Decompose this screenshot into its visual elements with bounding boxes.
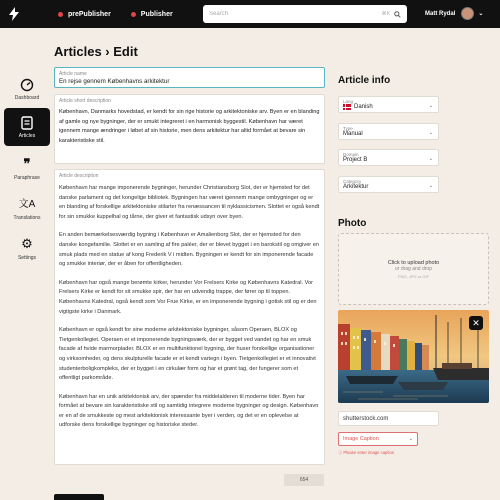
search-icon[interactable] xyxy=(394,11,401,18)
sidebar-item-articles[interactable] xyxy=(4,108,50,146)
user-name: Matt Rydal xyxy=(425,10,456,17)
article-info-title: Article info xyxy=(338,75,391,86)
status-dot xyxy=(131,12,136,17)
description-paragraph: En anden bemærkelsesværdig bygning i København er Amalienborg Slot, der er hjemsted for den danske kongefamilie. Slottet er en samling af fire paléer, der er blevet bygget i en barokstil og omgiver en smuk plads med en statue af kong Frederik V i midten. Bygningen er kendt for sin imponerende facade og smukke interiør, der er åben for offentligheden. xyxy=(59,232,319,268)
domain-value: Project B xyxy=(343,157,368,163)
type-value: Manual xyxy=(343,131,363,137)
sidebar-item-label: Settings xyxy=(17,254,37,261)
category-label: Category xyxy=(343,179,362,184)
sidebar-item-paraphrase[interactable] xyxy=(4,150,50,188)
sidebar-item-label: Paraphrase xyxy=(14,174,40,181)
chevron-down-icon: ⌄ xyxy=(428,183,433,189)
photo-credit-input[interactable]: shutterstock.com xyxy=(338,411,439,426)
error-icon: ⓘ xyxy=(338,450,344,455)
search-box[interactable] xyxy=(203,5,407,23)
caption-error-message xyxy=(338,450,394,456)
caption-placeholder: Image Caption xyxy=(343,436,379,442)
sidebar-item-translations[interactable] xyxy=(4,190,50,228)
caption-error-text: Please enter image caption xyxy=(343,450,395,455)
speedometer-icon xyxy=(20,78,34,92)
lang-value: Danish xyxy=(354,104,373,110)
short-description-value[interactable]: København, Danmarks hovedstad, er kendt for sin rige historie og arkitektoniske arv. Byen er en blanding af gamle og nye bygninger, der er smukt integreret i en harmonisk byggestil. København har været igennem mange ændringer i løbet af sin historie, men dens arkitektur har altid formået at bevare sin karakteristiske stil. xyxy=(59,109,320,144)
article-short-description-field[interactable] xyxy=(54,94,325,164)
domain-label: Domain xyxy=(343,152,359,157)
nav-prepublisher[interactable] xyxy=(58,11,111,18)
page-title: Articles › Edit xyxy=(54,44,138,59)
upload-formats: PNG, JPG or GIF xyxy=(397,273,430,279)
article-name-field[interactable] xyxy=(54,67,325,88)
sidebar xyxy=(0,28,54,500)
chevron-down-icon: ⌄ xyxy=(428,130,433,136)
article-name-label: Article name xyxy=(59,71,87,77)
sidebar-item-dashboard[interactable] xyxy=(4,70,50,108)
description-paragraph: København har en unik arkitektonisk arv, der spænder fra middelalderen til moderne tider. Byen har formået at bevare sin karakteristiske stil og samtidig integrere moderne bygninger og design. København er en af de smukkeste og mest arkitektonisk interessante byer i verden, og det er en oplevelse at udforske dens forskellige bygninger og historiske steder. xyxy=(59,393,319,429)
top-bar xyxy=(0,0,500,28)
search-input[interactable] xyxy=(209,11,382,17)
image-caption-input[interactable] xyxy=(338,432,418,446)
sidebar-item-label: Articles xyxy=(18,132,36,139)
save-button[interactable] xyxy=(54,494,104,500)
article-name-value[interactable]: En rejse gennem Københavns arkitektur xyxy=(59,78,170,85)
character-counter: 654 xyxy=(284,474,324,486)
photo-title: Photo xyxy=(338,218,367,229)
photo-upload-dropzone[interactable] xyxy=(338,233,489,305)
chevron-down-icon: ⌄ xyxy=(408,436,413,442)
user-menu[interactable] xyxy=(425,7,483,20)
nyhavn-harbor-image xyxy=(338,310,489,403)
search-shortcut: ⌘K xyxy=(381,11,390,17)
nav-prepublisher-label: prePublisher xyxy=(68,10,111,18)
quote-icon: ❞ xyxy=(23,156,31,172)
avatar xyxy=(461,7,474,20)
translate-icon: 文A xyxy=(18,198,36,210)
description-paragraph: København har også mange berømte kirker, herunder Vor Frelsers Kirke og Københavns Katedral. Vor Frelsers Kirke er kendt for sit smukke spir, der har en udvendig trappe, der fører op til toppen. Københavns Katedral, også kendt som Vor Frue Kirke, er en imponerende bygning i gotisk stil og er den vigtigste kirke i Danmark. xyxy=(59,279,317,315)
sidebar-item-settings[interactable] xyxy=(4,230,50,268)
chevron-down-icon: ⌄ xyxy=(428,156,433,162)
description-label: Article description xyxy=(59,173,99,179)
nav-publisher-label: Publisher xyxy=(140,10,173,18)
chevron-down-icon: ⌄ xyxy=(428,103,433,109)
category-value: Arkitektur xyxy=(343,184,369,190)
gear-icon: ⚙ xyxy=(21,236,33,252)
domain-select[interactable] xyxy=(338,149,439,166)
nav-publisher[interactable] xyxy=(131,11,173,18)
type-select[interactable] xyxy=(338,123,439,140)
type-label: Type xyxy=(343,126,353,131)
article-photo xyxy=(338,310,489,403)
category-select[interactable] xyxy=(338,176,439,193)
article-description-field[interactable] xyxy=(54,169,325,465)
status-dot xyxy=(58,12,63,17)
article-icon xyxy=(21,116,33,130)
sidebar-item-label: Translations xyxy=(13,214,41,221)
lang-label: Lang xyxy=(343,99,354,104)
upload-instruction: Click to upload photo xyxy=(387,259,440,266)
denmark-flag-icon xyxy=(343,104,351,110)
upload-drag-text: or drag and drop xyxy=(395,265,432,272)
sidebar-item-label: Dashboard xyxy=(14,94,40,101)
lang-select[interactable] xyxy=(338,96,439,113)
chevron-down-icon: ⌄ xyxy=(478,11,484,17)
description-paragraph: København er også kendt for sine moderne arkitektoniske bygninger, såsom Operaen, BLOX og Tietgenkollegiet. Operaen er et imponerende bygningsværk, der er bygget ved vandet og har en smuk facade af hvide marmorplader. BLOX er en multifunktionel bygning, der huser forskellige organisationer og virksomheder, og dens skulpturelle facade er et kendt vartegn i byen. Tietgenkollegiet er et innovativt studenterboligkompleks, der er bygget i en cirkulær form og har et grønt tag, der fungerer som et offentligt parkområde. xyxy=(59,327,316,382)
lightning-bolt-icon[interactable] xyxy=(0,0,28,28)
short-description-label: Article short description xyxy=(59,98,111,104)
close-icon[interactable]: ✕ xyxy=(469,316,483,330)
description-paragraph: København har mange imponerende bygninger, herunder Christiansborg Slot, der er hjemsted for det danske parlament og det kongelige bibliotek. Bygningen har været igennem mange ombygninger og er en blanding af forskellige arkitektoniske stilarter fra renæssancen til nyklassicismen. Slottet er også kendt for sin smukke kuppelhal og tårne, der giver et fantastisk udsyn over byen. xyxy=(59,185,320,220)
